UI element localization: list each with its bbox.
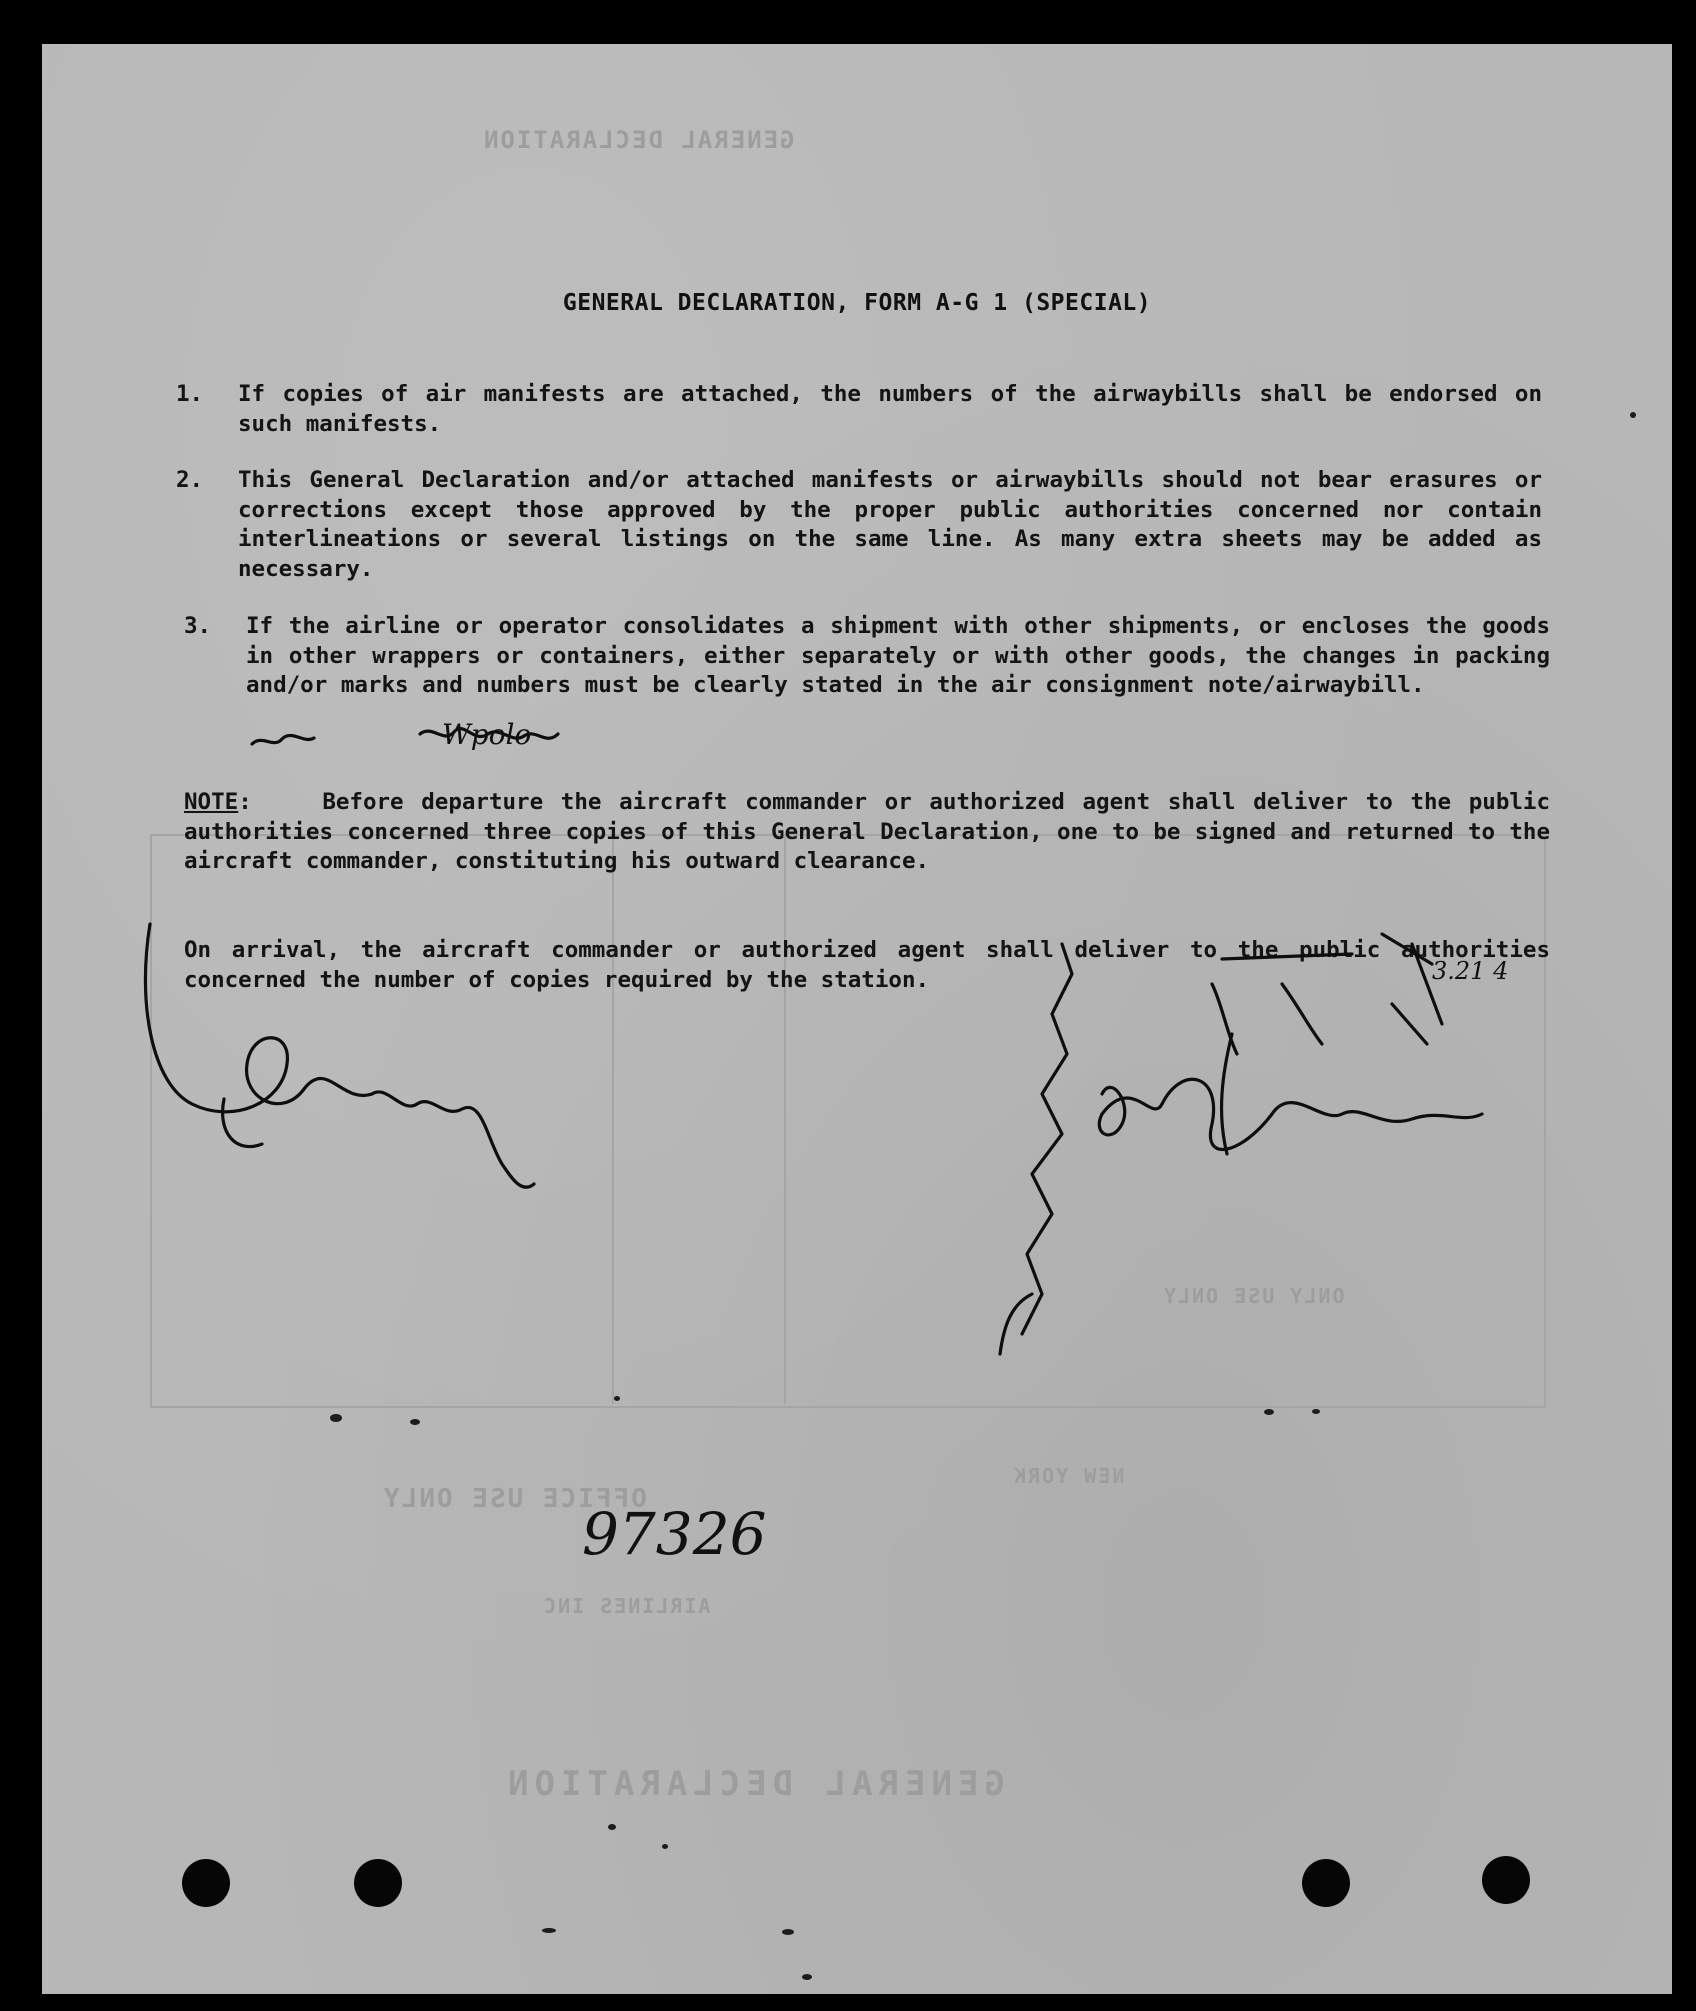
bleed-through-frame xyxy=(150,834,1546,1408)
speck xyxy=(1312,1409,1320,1414)
item-text: This General Declaration and/or attached manifests or airwaybills should not bear erasures or corrections except those approved by the proper public authorities concerned nor contain interlineations or several listings on the same line. As many extra sheets may be added as necessary. xyxy=(238,467,1542,582)
item-text: If the airline or operator consolidates a shipment with other shipments, or encloses the goods in other wrappers or containers, either separately or with other goods, the changes in packing and/or marks and numbers must be clearly stated in the air consignment note/airwaybill. xyxy=(246,613,1550,698)
item-number: 2. xyxy=(176,467,204,493)
handwritten-margin-note: 3.21 4 xyxy=(1432,957,1509,985)
bleed-through-text: AIRLINES INC xyxy=(542,1594,711,1618)
binder-hole xyxy=(1302,1859,1350,1907)
speck xyxy=(782,1929,794,1935)
item-number: 3. xyxy=(184,613,212,639)
binder-hole xyxy=(1482,1856,1530,1904)
bleed-through-text: OFFICE USE ONLY xyxy=(382,1484,647,1514)
speck xyxy=(410,1419,420,1425)
arrival-text: On arrival, the aircraft commander or authorized agent shall deliver to the public authorities concerned the number of copies required by the station. xyxy=(184,937,1550,993)
departure-text: Before departure the aircraft commander or authorized agent shall deliver to the public authorities concerned three copies of this General Declaration, one to be signed and returned to the aircraft commander, constituting his outward clearance. xyxy=(184,789,1550,874)
document-page xyxy=(42,44,1672,1994)
speck xyxy=(330,1414,342,1422)
form-title: GENERAL DECLARATION, FORM A-G 1 (SPECIAL) xyxy=(562,290,1152,316)
note-label-suffix: : xyxy=(238,789,252,815)
item-number: 1. xyxy=(176,381,204,407)
bleed-through-frame xyxy=(612,834,786,1404)
handwriting-stroke xyxy=(420,729,558,739)
bleed-through-text: NEW YORK xyxy=(1012,1464,1125,1488)
item-text: If copies of air manifests are attached, the numbers of the airwaybills shall be endorsed on such manifests. xyxy=(238,381,1542,437)
speck xyxy=(1630,412,1636,418)
note-label: NOTE xyxy=(184,789,239,815)
instruction-item xyxy=(184,612,1550,701)
handwriting-stroke xyxy=(252,735,314,744)
departure-note xyxy=(184,788,1550,877)
arrival-note xyxy=(184,936,1550,995)
instruction-item xyxy=(176,380,1542,439)
instruction-item xyxy=(176,466,1542,584)
binder-hole xyxy=(182,1859,230,1907)
bleed-through-text: GENERAL DECLARATION xyxy=(482,126,795,154)
bleed-through-text: GENERAL DECLARATION xyxy=(502,1764,1005,1804)
speck xyxy=(542,1928,556,1933)
speck xyxy=(1264,1409,1274,1415)
bleed-through-text: ONLY USE ONLY xyxy=(1162,1284,1345,1308)
handwritten-annotation-top: Wpolo xyxy=(442,718,532,751)
speck xyxy=(802,1974,812,1980)
binder-hole xyxy=(354,1859,402,1907)
handwritten-stamp-number: 97326 xyxy=(582,1500,767,1568)
speck xyxy=(608,1824,616,1830)
speck xyxy=(662,1844,668,1849)
speck xyxy=(614,1396,620,1401)
